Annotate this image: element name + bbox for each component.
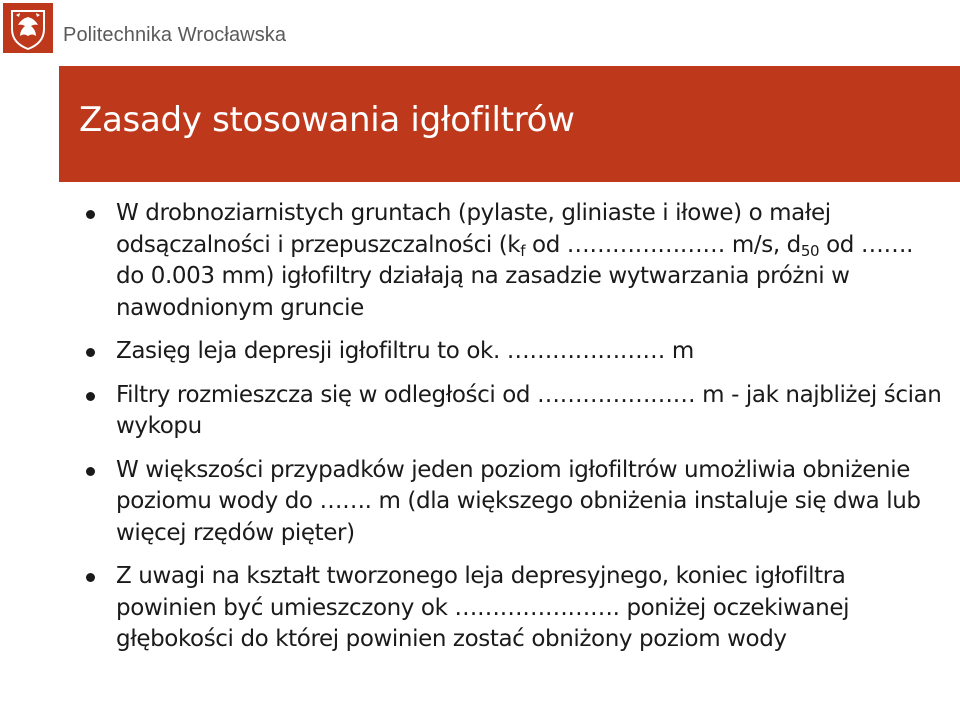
bullet-item	[80, 455, 942, 550]
bullet-text: Z uwagi na kształt tworzonego leja depresyjnego, koniec igłofiltra powinien być umieszczony ok …………………. poniżej oczekiwanej głębokości do której powinien zostać obniżony poziom wody	[116, 563, 850, 652]
bullet-text: Filtry rozmieszcza się w odległości od ………………… m - jak najbliżej ścian wykopu	[116, 381, 942, 439]
university-name: Politechnika Wrocławska	[63, 24, 287, 46]
bullet-item	[80, 336, 942, 368]
logo-bar	[0, 0, 960, 62]
university-crest-logo	[3, 3, 53, 53]
bullet-item	[80, 380, 942, 443]
bullet-dot-icon	[86, 210, 95, 219]
title-band	[59, 66, 960, 182]
bullet-dot-icon	[86, 467, 95, 476]
bullet-dot-icon	[86, 573, 95, 582]
bullet-list	[80, 198, 942, 668]
bullet-text-segment: od ………………… m/s, d	[525, 231, 801, 258]
subscript-f: f	[520, 241, 526, 260]
bullet-item	[80, 561, 942, 656]
bullet-item	[80, 198, 942, 324]
bullet-dot-icon	[86, 348, 95, 357]
bullet-dot-icon	[86, 392, 95, 401]
bullet-text: W większości przypadków jeden poziom igłofiltrów umożliwia obniżenie poziomu wody do ……. m (dla większego obniżenia instaluje się dwa lub więcej rzędów pięter)	[116, 456, 921, 546]
bullet-text	[116, 200, 913, 321]
slide-title: Zasady stosowania igłofiltrów	[79, 100, 575, 140]
bullet-text-segment: W drobnoziarnistych gruntach (pylaste, gliniaste i iłowe) o małej odsączalności i przepuszczalności (k	[116, 200, 831, 258]
bullet-text-segment: od ……. do 0.003 mm) igłofiltry działają na zasadzie wytwarzania próżni w nawodnionym gruncie	[116, 231, 913, 321]
subscript-50: 50	[800, 241, 820, 260]
bullet-text: Zasięg leja depresji igłofiltru to ok. ………………… m	[116, 338, 694, 364]
